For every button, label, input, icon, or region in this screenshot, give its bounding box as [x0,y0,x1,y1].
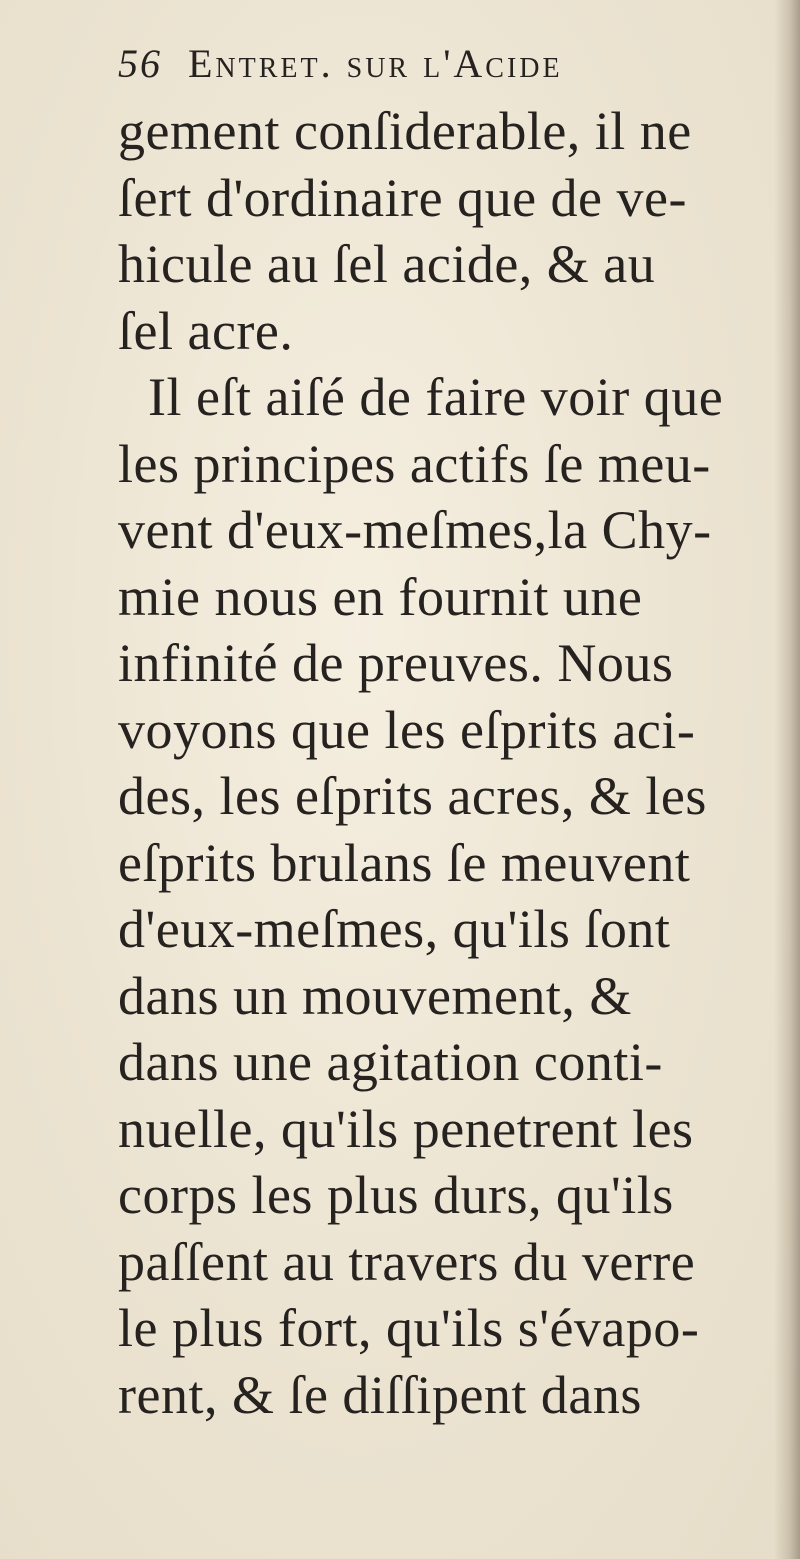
text-line: des, les eſprits acres, & les [118,766,707,826]
text-line: le plus fort, qu'ils s'évapo- [118,1298,700,1358]
text-line: mie nous en fournit une [118,566,643,627]
body-text [118,98,768,1428]
text-line: paſſent au travers du verre [118,1231,696,1292]
text-line: dans une agitation conti- [118,1032,663,1092]
text-line: d'eux-meſmes, qu'ils ſont [118,899,671,959]
page-number: 56 [118,41,162,86]
text-line: rent, & ſe diſſipent dans [118,1364,642,1425]
page-edge-shadow [774,0,800,1559]
page-header [118,40,758,100]
text-line: nuelle, qu'ils penetrent les [118,1098,694,1159]
text-line: voyons que les eſprits aci- [118,699,696,760]
text-line: infinité de preuves. Nous [118,633,674,693]
text-line: gement conſiderable, il ne [118,101,692,161]
running-title: Entret. sur l'Acide [188,41,563,86]
text-line: eſprits brulans ſe meuvent [118,832,691,893]
text-line: dans un mouvement, & [118,965,632,1026]
text-line: vent d'eux-meſmes,la Chy- [118,500,712,560]
text-line: hicule au ſel acide, & au [118,234,656,294]
paragraph-start-line: Il eſt aiſé de faire voir que [148,367,724,427]
text-line: corps les plus durs, qu'ils [118,1165,674,1225]
text-line: ſert d'ordinaire que de ve- [118,167,687,228]
text-line: les principes actifs ſe meu- [118,433,711,494]
text-line: ſel acre. [118,300,294,361]
